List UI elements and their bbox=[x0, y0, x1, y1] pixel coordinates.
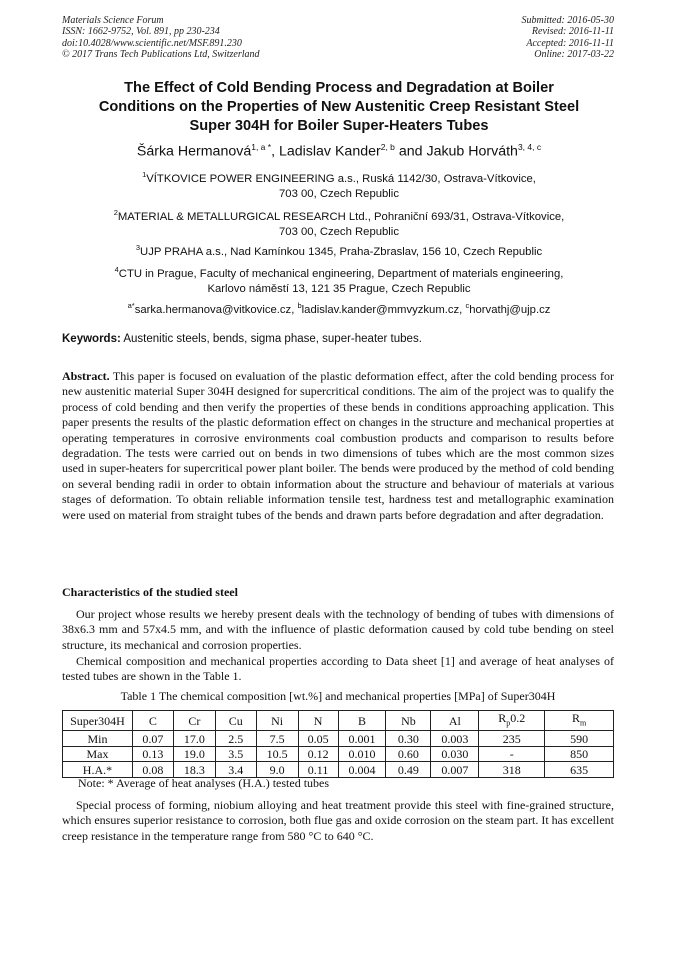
table-cell: 18.3 bbox=[173, 762, 215, 778]
table-header-cell: Nb bbox=[386, 711, 431, 731]
title-line: The Effect of Cold Bending Process and Degradation at Boiler bbox=[124, 80, 554, 96]
journal-issn: ISSN: 1662-9752, Vol. 891, pp 230-234 bbox=[62, 26, 220, 38]
body-paragraph: Our project whose results we hereby present deals with the technology of bending of tubes with dimensions of 38x6.3 mm and 57x4.5 mm, and with the influence of plastic deformation caused by cold tube bending on steel structure, its mechanical and corrosion properties. bbox=[62, 607, 614, 652]
table-cell: Min bbox=[63, 731, 133, 747]
author-list bbox=[40, 138, 638, 161]
table-cell: 635 bbox=[545, 762, 614, 778]
table-cell: 318 bbox=[479, 762, 545, 778]
body-paragraph: Chemical composition and mechanical properties according to Data sheet [1] and average of heat analyses of tested tubes are shown in the Table 1. bbox=[62, 654, 614, 684]
submission-dates bbox=[522, 15, 615, 61]
table-cell: 17.0 bbox=[173, 731, 215, 747]
section-heading: Characteristics of the studied steel bbox=[62, 585, 238, 599]
author-affiliation-marker: 2, b bbox=[380, 142, 395, 152]
affiliation-line: VÍTKOVICE POWER ENGINEERING a.s., Ruská 1142/30, Ostrava-Vítkovice, bbox=[146, 172, 536, 185]
table-row bbox=[63, 746, 614, 762]
table-cell: 0.13 bbox=[132, 746, 173, 762]
table-cell: 10.5 bbox=[256, 746, 298, 762]
affiliation bbox=[60, 240, 618, 260]
journal-doi[interactable]: doi:10.4028/www.scientific.net/MSF.891.230 bbox=[62, 37, 242, 49]
date-submitted: Submitted: 2016-05-30 bbox=[521, 15, 614, 26]
table-cell: 19.0 bbox=[173, 746, 215, 762]
table-cell: 0.49 bbox=[386, 762, 431, 778]
affiliation bbox=[60, 205, 618, 240]
email-marker: a* bbox=[127, 301, 135, 310]
paper-title bbox=[40, 79, 638, 135]
date-online: Online: 2017-03-22 bbox=[534, 49, 614, 61]
affiliation-line: 703 00, Czech Republic bbox=[279, 187, 399, 200]
affiliation-marker: 3 bbox=[135, 243, 141, 252]
table-row bbox=[63, 731, 614, 747]
author-name: Jakub Horváth bbox=[426, 143, 518, 160]
table-header-cell: Al bbox=[431, 711, 479, 731]
table-cell: 0.11 bbox=[298, 762, 338, 778]
table-note: Note: * Average of heat analyses (H.A.) tested tubes bbox=[78, 776, 330, 790]
affiliation-line: 703 00, Czech Republic bbox=[279, 225, 399, 238]
table-header-cell: $R_p0.2$ bbox=[479, 711, 545, 731]
table-cell: 0.003 bbox=[431, 731, 479, 747]
affiliation-line: UJP PRAHA a.s., Nad Kamínkou 1345, Praha-Zbraslav, 156 10, Czech Republic bbox=[140, 245, 543, 258]
table-cell: 0.007 bbox=[431, 762, 479, 778]
date-accepted: Accepted: 2016-11-11 bbox=[526, 37, 614, 49]
affiliation bbox=[60, 262, 618, 297]
keywords bbox=[62, 332, 616, 347]
table-cell: 3.4 bbox=[215, 762, 256, 778]
table-cell: 0.001 bbox=[338, 731, 386, 747]
table-cell: 235 bbox=[479, 731, 545, 747]
table-cell: 0.05 bbox=[298, 731, 338, 747]
affiliation-marker: 1 bbox=[142, 170, 147, 179]
table-cell: 3.5 bbox=[215, 746, 256, 762]
abstract bbox=[62, 369, 614, 523]
composition-table bbox=[62, 710, 614, 778]
table-cell: - bbox=[479, 746, 545, 762]
date-revised: Revised: 2016-11-11 bbox=[531, 26, 614, 38]
table-header-cell: Ni bbox=[256, 711, 298, 731]
journal-info bbox=[62, 15, 260, 61]
author-separator: and bbox=[394, 143, 427, 160]
email-list bbox=[60, 298, 618, 318]
affiliation-line: Karlovo náměstí 13, 121 35 Prague, Czech Republic bbox=[207, 282, 471, 295]
table-header-row bbox=[63, 711, 614, 731]
journal-name: Materials Science Forum bbox=[62, 15, 164, 26]
title-line: Super 304H for Boiler Super-Heaters Tubes bbox=[189, 117, 489, 134]
table-header-cell: Cr bbox=[173, 711, 215, 731]
abstract-text: This paper is focused on evaluation of the plastic deformation effect, after the cold bending process for new austenitic material Super 304H designed for supercritical conditions. The aim of the project was to qualify the process of cold bending and then verify the properties of these bends in conditions approaching application. This paper presents the results of the plastic deformation effect on changes in the structure and mechanical properties at operating temperatures in corrosive environments coal combustion products and comparison to results before degradation. The tests were carried out on bends in two dimensions of tubes which are the most common sizes used in super-heaters for supercritical power plant boiler. The bends were produced by the method of cold bending on several bending radii in order to obtain information about the structure and behaviour of materials at various stages of deformation. To obtain reliable information tensile test, hardness test and metallographic examination were used on material from straight tubes of the bends and drawn parts before degradation and after degradation. bbox=[62, 369, 614, 522]
journal-copyright: © 2017 Trans Tech Publications Ltd, Switzerland bbox=[62, 49, 260, 61]
table-cell: 2.5 bbox=[215, 731, 256, 747]
affiliation-line: MATERIAL & METALLURGICAL RESEARCH Ltd., Pohraniční 693/31, Ostrava-Vítkovice, bbox=[117, 210, 565, 223]
abstract-label: Abstract. bbox=[62, 369, 110, 383]
table-cell: 0.60 bbox=[386, 746, 431, 762]
keywords-text: Austenitic steels, bends, sigma phase, super-heater tubes. bbox=[120, 333, 422, 345]
table-cell: 590 bbox=[545, 731, 614, 747]
affiliation-line: CTU in Prague, Faculty of mechanical engineering, Department of materials engineering, bbox=[118, 267, 564, 280]
table-header-cell: C bbox=[132, 711, 173, 731]
table-cell: 0.010 bbox=[338, 746, 386, 762]
table-cell: Max bbox=[63, 746, 133, 762]
table-cell: 0.004 bbox=[338, 762, 386, 778]
table-caption: Table 1 The chemical composition [wt.%] and mechanical properties [MPa] of Super304H bbox=[120, 689, 556, 703]
title-line: Conditions on the Properties of New Austenitic Creep Resistant Steel bbox=[98, 98, 580, 115]
table-cell: 0.08 bbox=[132, 762, 173, 778]
email-marker: b bbox=[297, 301, 302, 310]
keywords-label: Keywords: bbox=[62, 333, 121, 345]
email-link[interactable]: horvathj@ujp.cz bbox=[469, 303, 551, 316]
table-header-cell: B bbox=[338, 711, 386, 731]
email-marker: c bbox=[465, 301, 470, 310]
affiliation-marker: 2 bbox=[113, 208, 118, 217]
table-cell: 0.07 bbox=[132, 731, 173, 747]
table-header-cell: $R_m$ bbox=[545, 711, 614, 731]
table-cell: 0.030 bbox=[431, 746, 479, 762]
table-cell: 0.30 bbox=[386, 731, 431, 747]
table-cell: 7.5 bbox=[256, 731, 298, 747]
table-cell: H.A.* bbox=[63, 762, 133, 778]
body-paragraph: Special process of forming, niobium alloying and heat treatment provide this steel with fine-grained structure, which ensures superior resistance to corrosion, both flue gas and oxide corrosion on the steam part. It has excellent creep resistance in the temperature range from 580 °C to 640 °C. bbox=[62, 798, 614, 843]
table-header-cell: Cu bbox=[215, 711, 256, 731]
author-affiliation-marker: 3, 4, c bbox=[517, 142, 542, 152]
table-header-cell: Super304H bbox=[63, 711, 133, 731]
email-link[interactable]: sarka.hermanova@vitkovice.cz, bbox=[134, 303, 298, 316]
table-cell: 0.12 bbox=[298, 746, 338, 762]
table-cell: 9.0 bbox=[256, 762, 298, 778]
author-affiliation-marker: 1, a * bbox=[251, 142, 272, 152]
affiliation-marker: 4 bbox=[114, 265, 119, 274]
affiliation bbox=[60, 167, 618, 202]
email-link[interactable]: ladislav.kander@mmvyzkum.cz, bbox=[301, 303, 466, 316]
author-name: Šárka Hermanová bbox=[136, 143, 252, 160]
table-header-cell: N bbox=[298, 711, 338, 731]
author-name: Ladislav Kander bbox=[278, 143, 381, 160]
author-separator: , bbox=[271, 143, 279, 160]
table-cell: 850 bbox=[545, 746, 614, 762]
